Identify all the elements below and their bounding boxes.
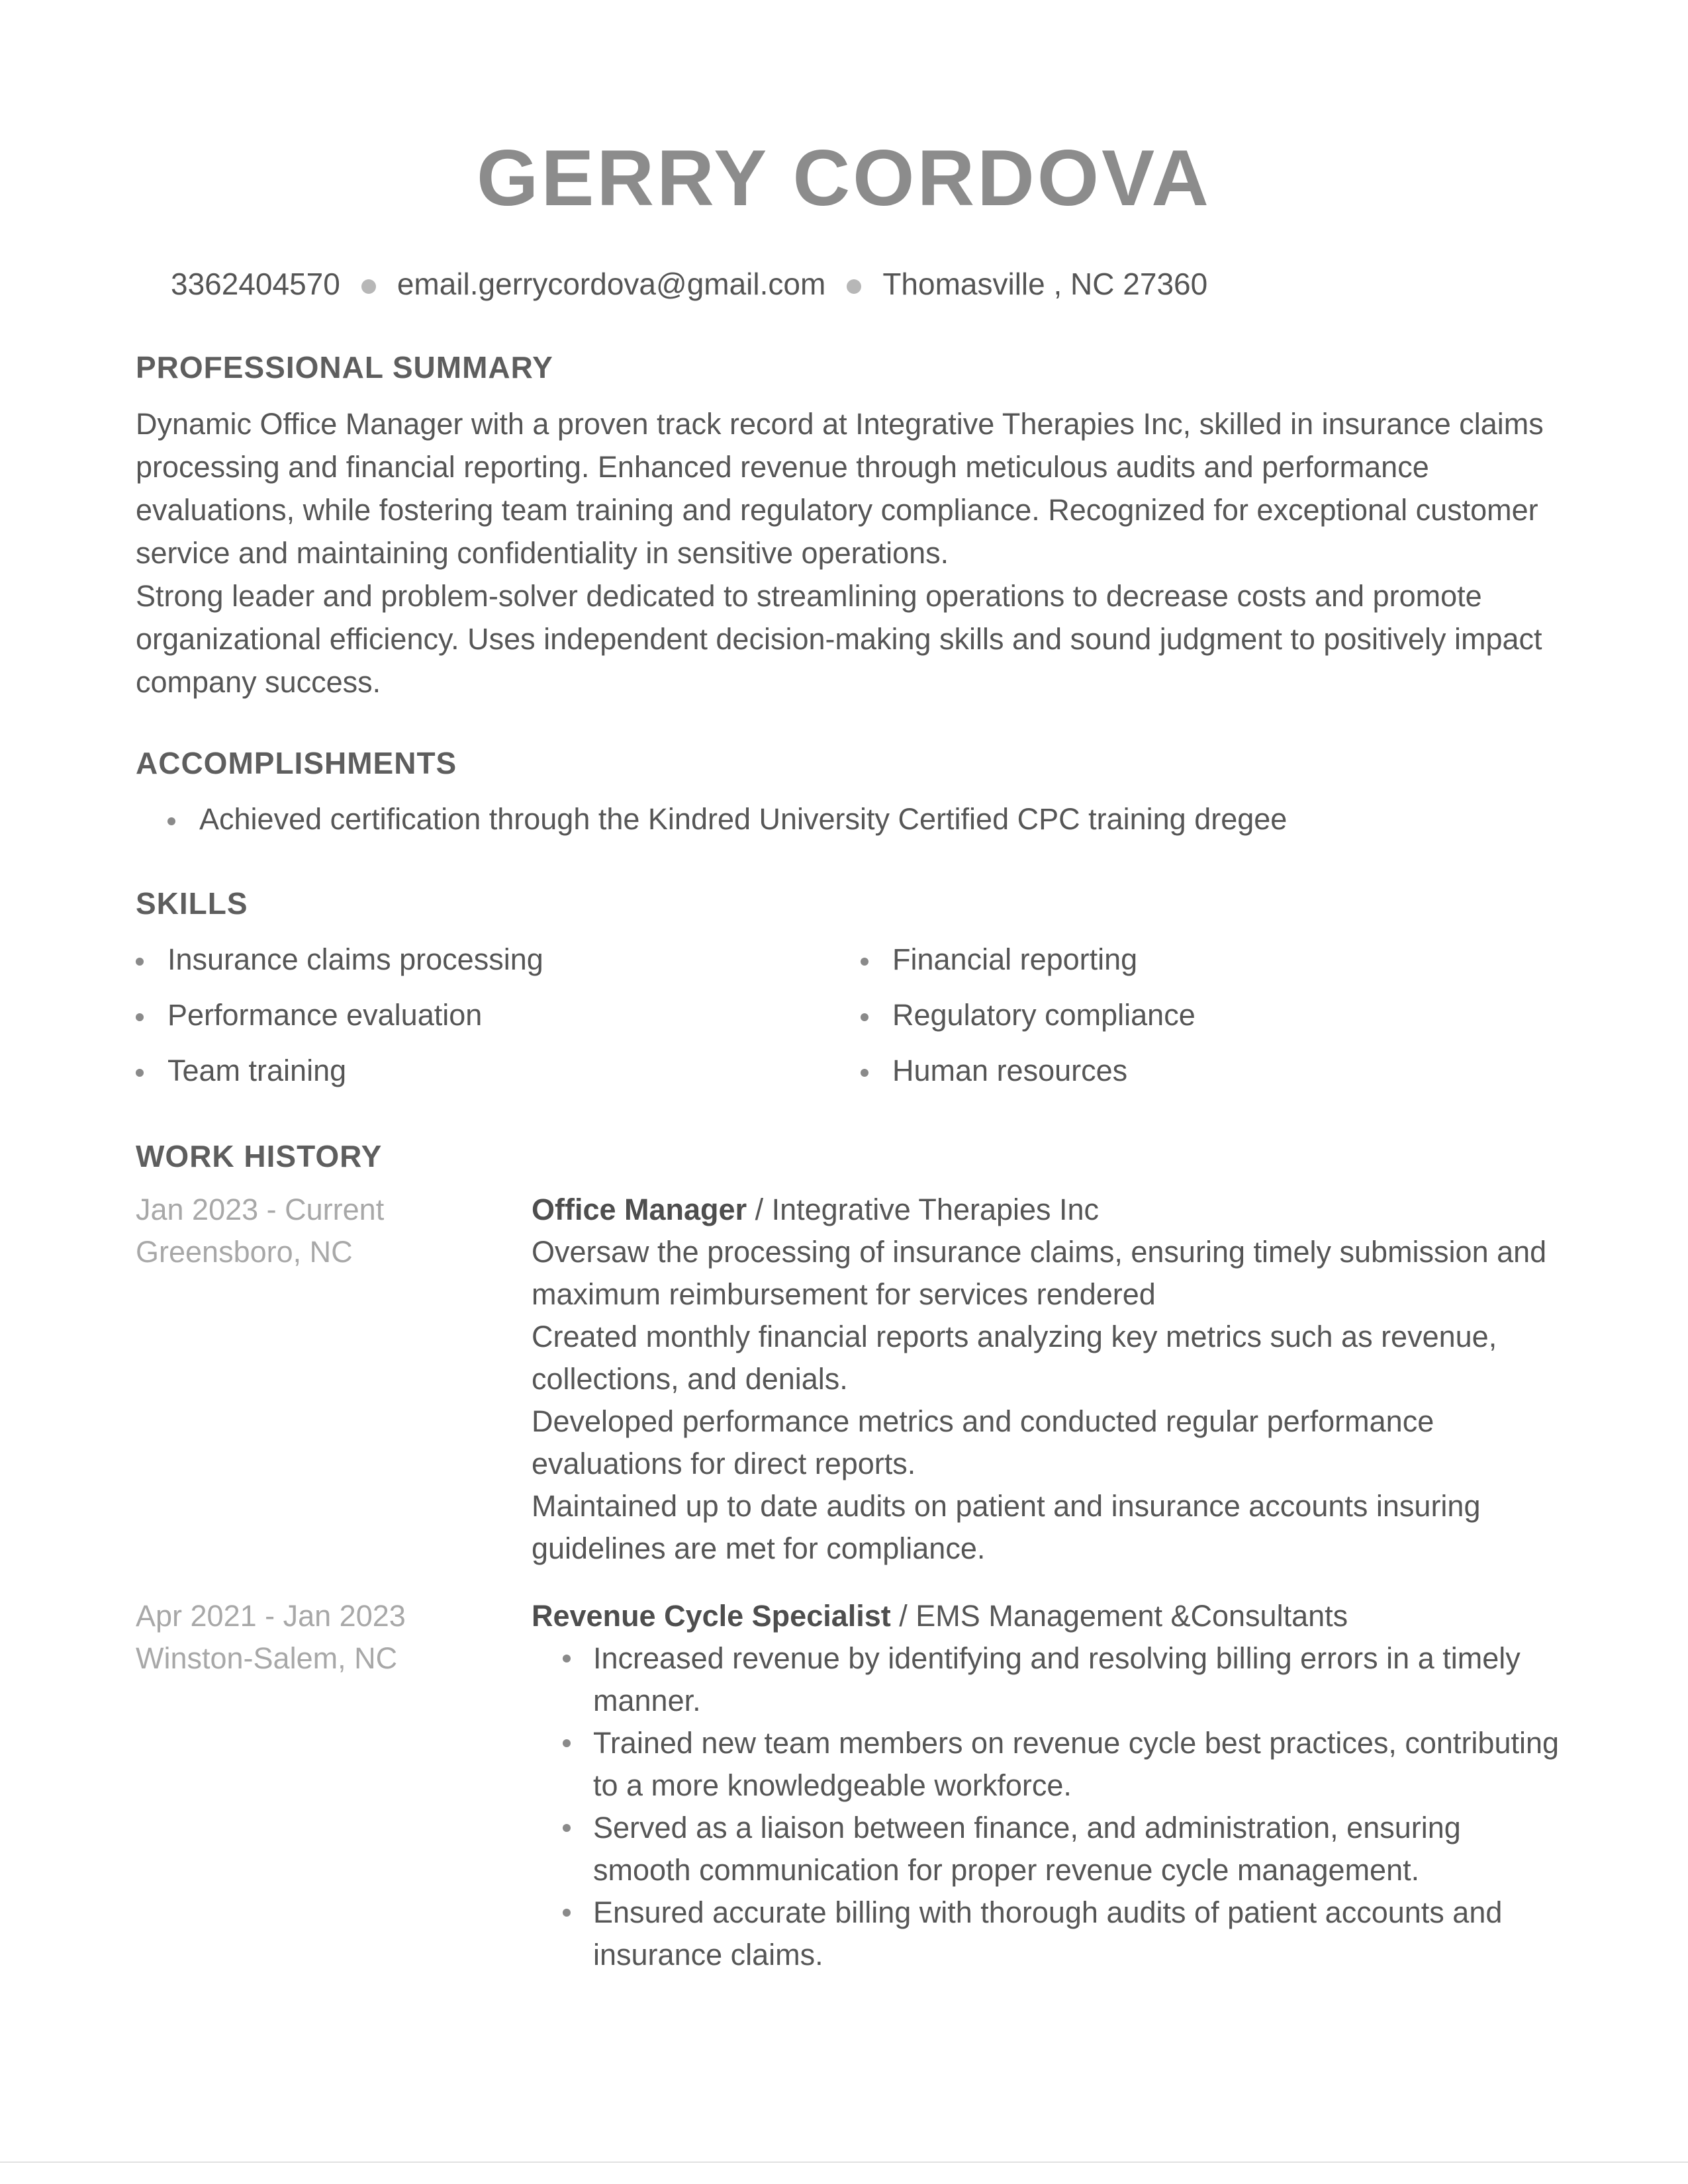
list-item: Ensured accurate billing with thorough audits of patient accounts and insurance claims. xyxy=(532,1891,1564,1976)
skill-item: Financial reporting xyxy=(861,942,1137,977)
page-divider xyxy=(0,2161,1688,2163)
candidate-name: GERRY CORDOVA xyxy=(477,134,1211,222)
job-dates: Apr 2021 - Jan 2023 xyxy=(136,1599,406,1633)
skill-item: Insurance claims processing xyxy=(136,942,543,977)
bullet-icon xyxy=(563,1909,571,1917)
job-company: Integrative Therapies Inc xyxy=(771,1193,1100,1226)
bullet-icon xyxy=(563,1655,571,1662)
summary-heading: PROFESSIONAL SUMMARY xyxy=(136,350,553,385)
job-duty: Developed performance metrics and conducted regular performance evaluations for direct reports. xyxy=(532,1404,1434,1480)
bullet-icon xyxy=(167,817,175,825)
job-meta xyxy=(136,1595,406,1680)
job-company: EMS Management &Consultants xyxy=(915,1599,1348,1633)
skills-heading: SKILLS xyxy=(136,886,248,921)
job-title: Office Manager xyxy=(532,1193,747,1226)
job-meta xyxy=(136,1189,384,1273)
skill-item: Team training xyxy=(136,1054,346,1088)
skill-item: Human resources xyxy=(861,1054,1127,1088)
work-history-heading: WORK HISTORY xyxy=(136,1139,383,1173)
list-item: Achieved certification through the Kindred University Certified CPC training dregee xyxy=(167,802,1287,837)
summary-paragraph: Dynamic Office Manager with a proven track record at Integrative Therapies Inc, skilled in insurance claims processing and financial reporting. Enhanced revenue through meticulous audits and performance evaluations, while fostering team training and regulatory compliance. Recognized for exceptional customer service and maintaining confidentiality in sensitive operations. xyxy=(136,407,1544,570)
list-item: Trained new team members on revenue cycle best practices, contributing to a more knowledgeable workforce. xyxy=(532,1722,1564,1807)
bullet-icon xyxy=(136,1013,144,1021)
bullet-icon xyxy=(136,1069,144,1077)
job-duty: Created monthly financial reports analyzing key metrics such as revenue, collections, and denials. xyxy=(532,1320,1497,1396)
job-location: Winston-Salem, NC xyxy=(136,1641,398,1675)
bullet-icon xyxy=(563,1824,571,1832)
list-item: Increased revenue by identifying and resolving billing errors in a timely manner. xyxy=(532,1637,1564,1722)
bullet-icon xyxy=(861,1069,868,1077)
contact-line xyxy=(171,266,1207,302)
bullet-icon xyxy=(563,1739,571,1747)
job-location: Greensboro, NC xyxy=(136,1235,353,1269)
job-bullets xyxy=(532,1637,1564,1976)
job-heading xyxy=(532,1189,1564,1231)
job-details xyxy=(532,1595,1564,1976)
job-heading xyxy=(532,1595,1564,1637)
job-duty: Maintained up to date audits on patient and insurance accounts insuring guidelines are met for compliance. xyxy=(532,1489,1481,1565)
summary-paragraph: Strong leader and problem-solver dedicated to streamlining operations to decrease costs and promote organizational efficiency. Uses independent decision-making skills and sound judgment to positively impact company success. xyxy=(136,579,1542,699)
separator-dot-icon xyxy=(847,279,861,294)
bullet-icon xyxy=(861,1013,868,1021)
location: Thomasville , NC 27360 xyxy=(882,267,1208,301)
job-duty: Oversaw the processing of insurance claims, ensuring timely submission and maximum reimbursement for services rendered xyxy=(532,1235,1547,1311)
summary-text xyxy=(136,402,1559,704)
job-title: Revenue Cycle Specialist xyxy=(532,1599,891,1633)
bullet-icon xyxy=(861,958,868,966)
job-separator: / xyxy=(747,1193,772,1226)
job-details xyxy=(532,1189,1564,1570)
list-item: Served as a liaison between finance, and administration, ensuring smooth communication for proper revenue cycle management. xyxy=(532,1807,1564,1891)
skill-item: Performance evaluation xyxy=(136,998,482,1032)
accomplishments-heading: ACCOMPLISHMENTS xyxy=(136,746,457,780)
skill-item: Regulatory compliance xyxy=(861,998,1196,1032)
phone-number: 3362404570 xyxy=(171,267,340,301)
separator-dot-icon xyxy=(361,279,376,294)
job-separator: / xyxy=(890,1599,916,1633)
job-dates: Jan 2023 - Current xyxy=(136,1193,385,1226)
bullet-icon xyxy=(136,958,144,966)
email-address: email.gerrycordova@gmail.com xyxy=(397,267,826,301)
